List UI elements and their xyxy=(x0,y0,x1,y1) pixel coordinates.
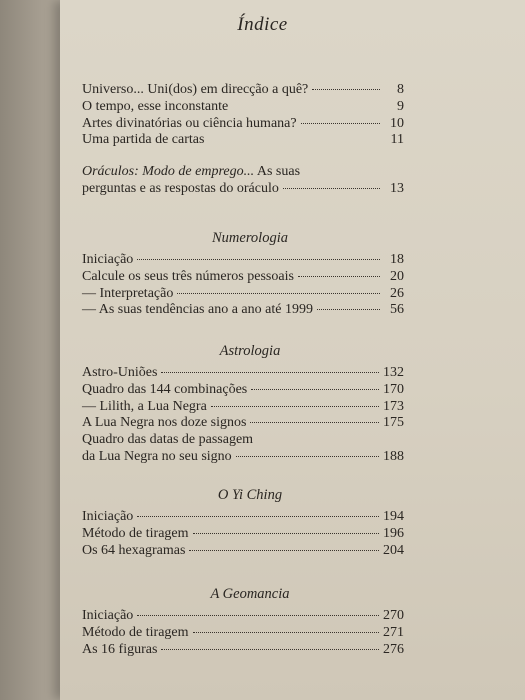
entry-page: 26 xyxy=(390,285,404,301)
toc-entry xyxy=(82,302,404,319)
entry-page: 132 xyxy=(383,365,404,380)
entry-label: Astro-Uniões xyxy=(82,365,158,380)
entry-label: da Lua Negra no seu signo xyxy=(82,448,232,464)
entry-label: — As suas tendências ano a ano até 1999 xyxy=(82,302,313,318)
entry-label: Método de tiragem xyxy=(82,525,189,541)
dot-leader xyxy=(301,123,380,124)
entry-page: 270 xyxy=(383,608,404,623)
toc-entry xyxy=(82,365,404,382)
entry-page: 18 xyxy=(390,252,404,267)
dot-leader xyxy=(193,632,379,633)
entry-page: 8 xyxy=(397,82,404,97)
dot-leader xyxy=(298,276,380,277)
oraculos-section xyxy=(82,164,404,198)
toc-entry xyxy=(82,399,404,416)
toc-entry xyxy=(82,509,404,526)
section-heading: O Yi Ching xyxy=(217,487,283,503)
dot-leader xyxy=(211,406,379,407)
toc-entry xyxy=(82,608,404,625)
entry-label: — Interpretação xyxy=(82,285,174,301)
page-title: Índice xyxy=(237,14,288,35)
entry-page: 204 xyxy=(383,542,404,558)
astrologia-section xyxy=(82,343,404,466)
entry-page: 194 xyxy=(383,509,404,524)
entry-label: As 16 figuras xyxy=(82,641,158,657)
entry-label: A Lua Negra nos doze signos xyxy=(82,415,247,431)
toc-entry-line1 xyxy=(82,164,404,181)
toc-entry xyxy=(82,116,404,133)
toc-entry xyxy=(82,415,404,432)
dot-leader xyxy=(189,550,379,551)
entry-label: O tempo, esse inconstante xyxy=(82,98,229,114)
intro-section xyxy=(82,82,404,149)
entry-page: 11 xyxy=(390,132,404,148)
dot-leader xyxy=(251,389,379,390)
oraculos-title: Oráculos: Modo de emprego... xyxy=(82,164,255,179)
toc-entry xyxy=(82,82,404,99)
entry-page: 188 xyxy=(383,448,404,464)
dot-leader xyxy=(137,259,380,260)
dot-leader xyxy=(137,615,379,616)
entry-page: 56 xyxy=(390,302,404,318)
toc-entry-line2 xyxy=(82,181,404,198)
dot-leader xyxy=(161,649,379,650)
entry-page: 276 xyxy=(383,641,404,657)
toc-entry xyxy=(82,625,404,642)
dot-leader xyxy=(317,309,380,310)
toc-entry xyxy=(82,132,404,149)
entry-label: Iniciação xyxy=(82,608,134,623)
entry-label: Calcule os seus três números pessoais xyxy=(82,268,294,284)
dot-leader xyxy=(193,533,379,534)
entry-label: Método de tiragem xyxy=(82,624,189,640)
oraculos-line1-rest: As suas xyxy=(254,164,301,179)
entry-label: Iniciação xyxy=(82,509,134,524)
dot-leader xyxy=(236,456,379,457)
entry-label: Os 64 hexagramas xyxy=(82,542,186,558)
toc-entry xyxy=(82,526,404,543)
dot-leader xyxy=(137,516,379,517)
entry-label: Iniciação xyxy=(82,252,134,267)
entry-label: Artes divinatórias ou ciência humana? xyxy=(82,115,297,131)
section-heading: A Geomancia xyxy=(210,586,290,602)
geomancia-section xyxy=(82,586,404,658)
entry-label: Quadro das datas de passagem xyxy=(82,432,254,448)
entry-page: 13 xyxy=(390,180,404,196)
oraculos-line2: perguntas e as respostas do oráculo xyxy=(82,180,279,196)
entry-page: 170 xyxy=(383,381,404,397)
toc-entry-line2 xyxy=(82,449,404,466)
section-heading: Astrologia xyxy=(219,343,281,359)
toc-entry-line1 xyxy=(82,432,404,449)
entry-page: 10 xyxy=(390,115,404,131)
toc-entry xyxy=(82,99,404,116)
dot-leader xyxy=(177,293,380,294)
entry-label: Universo... Uni(dos) em direcção a quê? xyxy=(82,82,309,97)
entry-label: Uma partida de cartas xyxy=(82,132,205,148)
toc-entry xyxy=(82,382,404,399)
yiching-section xyxy=(82,487,404,559)
entry-page: 9 xyxy=(397,98,404,114)
entry-page: 173 xyxy=(383,398,404,414)
dot-leader xyxy=(312,89,380,90)
dot-leader xyxy=(250,422,379,423)
section-heading: Numerologia xyxy=(212,230,288,246)
entry-page: 271 xyxy=(383,624,404,640)
toc-entry xyxy=(82,642,404,659)
entry-page: 20 xyxy=(390,268,404,284)
dot-leader xyxy=(283,188,380,189)
toc-entry xyxy=(82,252,404,269)
numerologia-section xyxy=(82,230,404,319)
entry-label: — Lilith, a Lua Negra xyxy=(82,398,207,414)
entry-page: 175 xyxy=(383,415,404,431)
entry-page: 196 xyxy=(383,525,404,541)
entry-label: Quadro das 144 combinações xyxy=(82,381,248,397)
toc-entry xyxy=(82,543,404,560)
toc-entry xyxy=(82,269,404,286)
dot-leader xyxy=(161,372,379,373)
toc-entry xyxy=(82,286,404,303)
